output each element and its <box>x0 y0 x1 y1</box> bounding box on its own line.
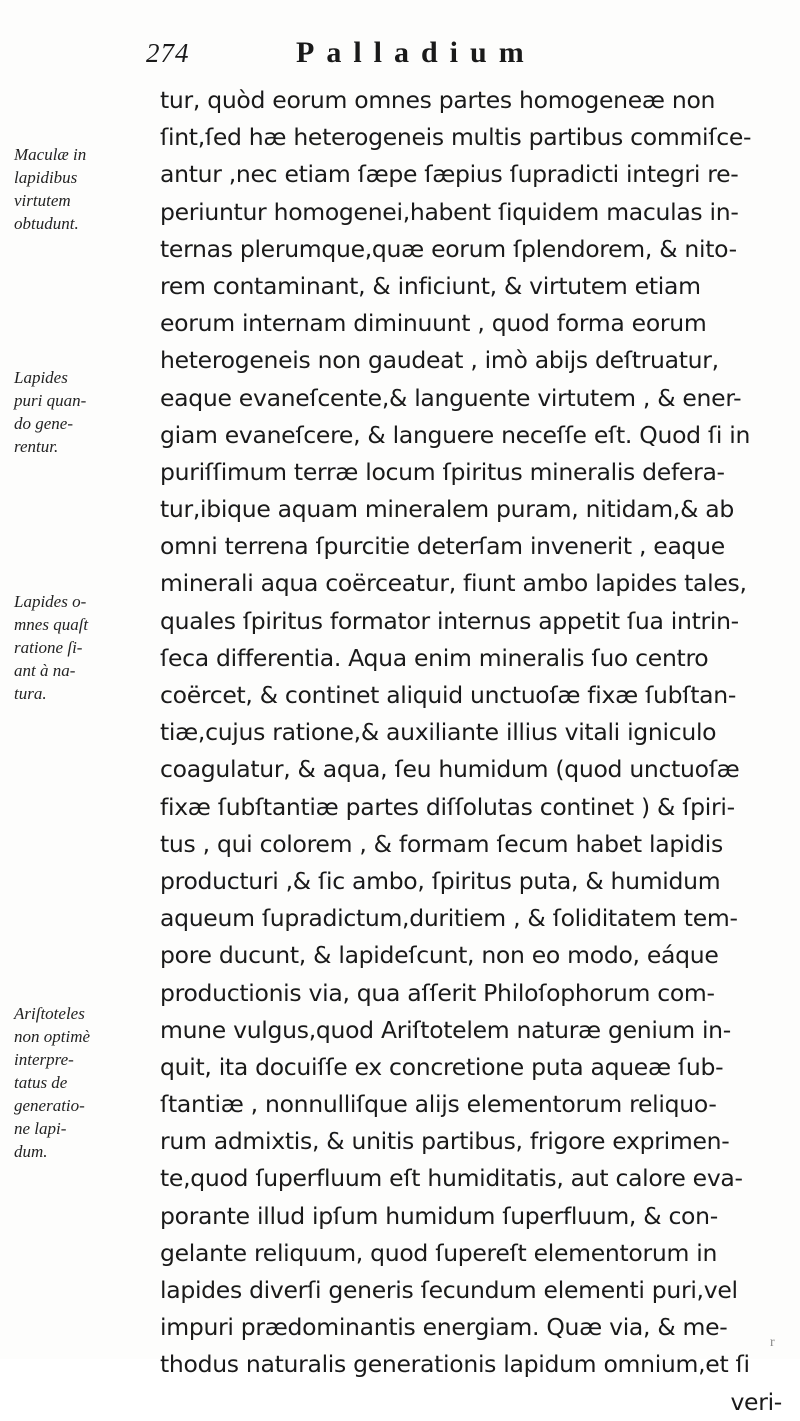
text-line: ternas plerumque,quæ eorum ſplendorem, & nito- <box>160 234 737 263</box>
text-line: coërcet, & continet aliquid unctuoſæ fixæ ſubſtan- <box>160 681 737 709</box>
margin-note-maculae <box>14 143 160 235</box>
text-line: impuri prædominantis energiam. Quæ via, & me- <box>160 1313 728 1342</box>
page-number: 274 <box>146 38 190 68</box>
margin-note-lapides-omnes <box>14 590 160 705</box>
margin-note-line: ant à na- <box>14 661 76 680</box>
margin-note-lapides-puri <box>14 366 160 458</box>
text-line: tus , qui colorem , & formam ſecum habet lapidis <box>160 829 723 858</box>
text-line: antur ,nec etiam ſæpe ſæpius ſupradicti integri re- <box>160 160 739 189</box>
margin-note-line: ratione ſi- <box>14 638 83 657</box>
text-line: rum admixtis, & unitis partibus, frigore exprimen- <box>160 1127 730 1156</box>
text-line: heterogeneis non gaudeat , imò abijs deſtruatur, <box>160 346 719 375</box>
margin-note-line: Maculæ in <box>14 145 87 164</box>
margin-note-line: Ariſtoteles <box>14 1004 85 1023</box>
text-line: quales ſpiritus formator internus appetit ſua intrin- <box>160 606 739 635</box>
margin-note-line: non optimè <box>14 1027 91 1046</box>
text-line: omni terrena ſpurcitie deterſam invenerit , eaque <box>160 532 725 561</box>
text-line: lapides diverſi generis ſecundum elementi puri,vel <box>160 1276 738 1304</box>
text-line: ſeca differentia. Aqua enim mineralis ſuo centro <box>160 643 709 672</box>
margin-note-line: ne lapi- <box>14 1119 67 1138</box>
margin-note-line: puri quan- <box>14 391 87 410</box>
running-head: Palladium <box>296 36 536 69</box>
margin-note-line: interpre- <box>14 1050 74 1069</box>
text-line: gelante reliquum, quod ſupereſt elementorum in <box>160 1238 718 1267</box>
margin-note-line: mnes quaſt <box>14 615 89 634</box>
text-line: porante illud ipſum humidum ſuperfluum, & con- <box>160 1201 718 1230</box>
text-line: fixæ ſubſtantiæ partes diſſolutas continet ) & ſpiri- <box>160 792 735 821</box>
text-line: ſint,ſed hæ heterogeneis multis partibus commiſce- <box>160 123 752 152</box>
margin-note-line: dum. <box>14 1142 48 1161</box>
text-line: eorum internam diminuunt , quod forma eorum <box>160 309 707 338</box>
text-line: rem contaminant, & inficiunt, & virtutem etiam <box>160 271 701 300</box>
margin-note-line: virtutem <box>14 191 71 210</box>
text-line: tiæ,cujus ratione,& auxiliante illius vitali igniculo <box>160 718 717 747</box>
body-text <box>160 82 792 1421</box>
margin-notes <box>0 0 160 1359</box>
margin-note-line: Lapides <box>14 368 68 387</box>
text-line: ſtantiæ , nonnulliſque alijs elementorum reliquo- <box>160 1090 717 1119</box>
text-line: eaque evaneſcente,& languente virtutem , & ener- <box>160 383 742 412</box>
text-line: mune vulgus,quod Ariſtotelem naturæ genium in- <box>160 1015 731 1044</box>
text-line: coagulatur, & aqua, ſeu humidum (quod unctuoſæ <box>160 755 740 784</box>
catchword: veri- <box>730 1387 782 1416</box>
margin-note-line: tura. <box>14 684 47 703</box>
text-line: quit, ita docuiſſe ex concretione puta aqueæ ſub- <box>160 1052 724 1081</box>
text-line: producturi ,& ſic ambo, ſpiritus puta, & humidum <box>160 866 721 895</box>
text-line: tur, quòd eorum omnes partes homogeneæ non <box>160 86 716 114</box>
margin-note-line: do gene- <box>14 414 74 433</box>
text-line: pore ducunt, & lapideſcunt, non eo modo, eáque <box>160 941 719 970</box>
text-line: tur,ibique aquam mineralem puram, nitidam,& ab <box>160 495 734 524</box>
margin-note-aristoteles <box>14 1002 160 1163</box>
margin-note-line: tatus de <box>14 1073 68 1092</box>
text-line: aqueum ſupradictum,duritiem , & ſoliditatem tem- <box>160 904 738 933</box>
text-line: giam evaneſcere, & languere neceſſe eſt. Quod ſi in <box>160 420 751 449</box>
text-line: thodus naturalis generationis lapidum omnium,et ſi <box>160 1350 750 1379</box>
text-line: periuntur homogenei,habent ſiquidem maculas in- <box>160 197 739 226</box>
margin-note-line: Lapides o- <box>14 592 87 611</box>
text-line: productionis via, qua aſſerit Philoſophorum com- <box>160 978 715 1007</box>
margin-note-line: generatio- <box>14 1096 85 1115</box>
margin-note-line: obtudunt. <box>14 214 79 233</box>
text-line: te,quod ſuperfluum eſt humiditatis, aut calore eva- <box>160 1164 743 1193</box>
text-line: minerali aqua coërceatur, fiunt ambo lapides tales, <box>160 569 747 598</box>
margin-note-line: rentur. <box>14 437 59 456</box>
bottom-mark: r <box>770 1335 775 1350</box>
margin-note-line: lapidibus <box>14 168 78 187</box>
text-line: puriſſimum terræ locum ſpiritus mineralis defera- <box>160 457 725 486</box>
page-header <box>146 38 736 78</box>
